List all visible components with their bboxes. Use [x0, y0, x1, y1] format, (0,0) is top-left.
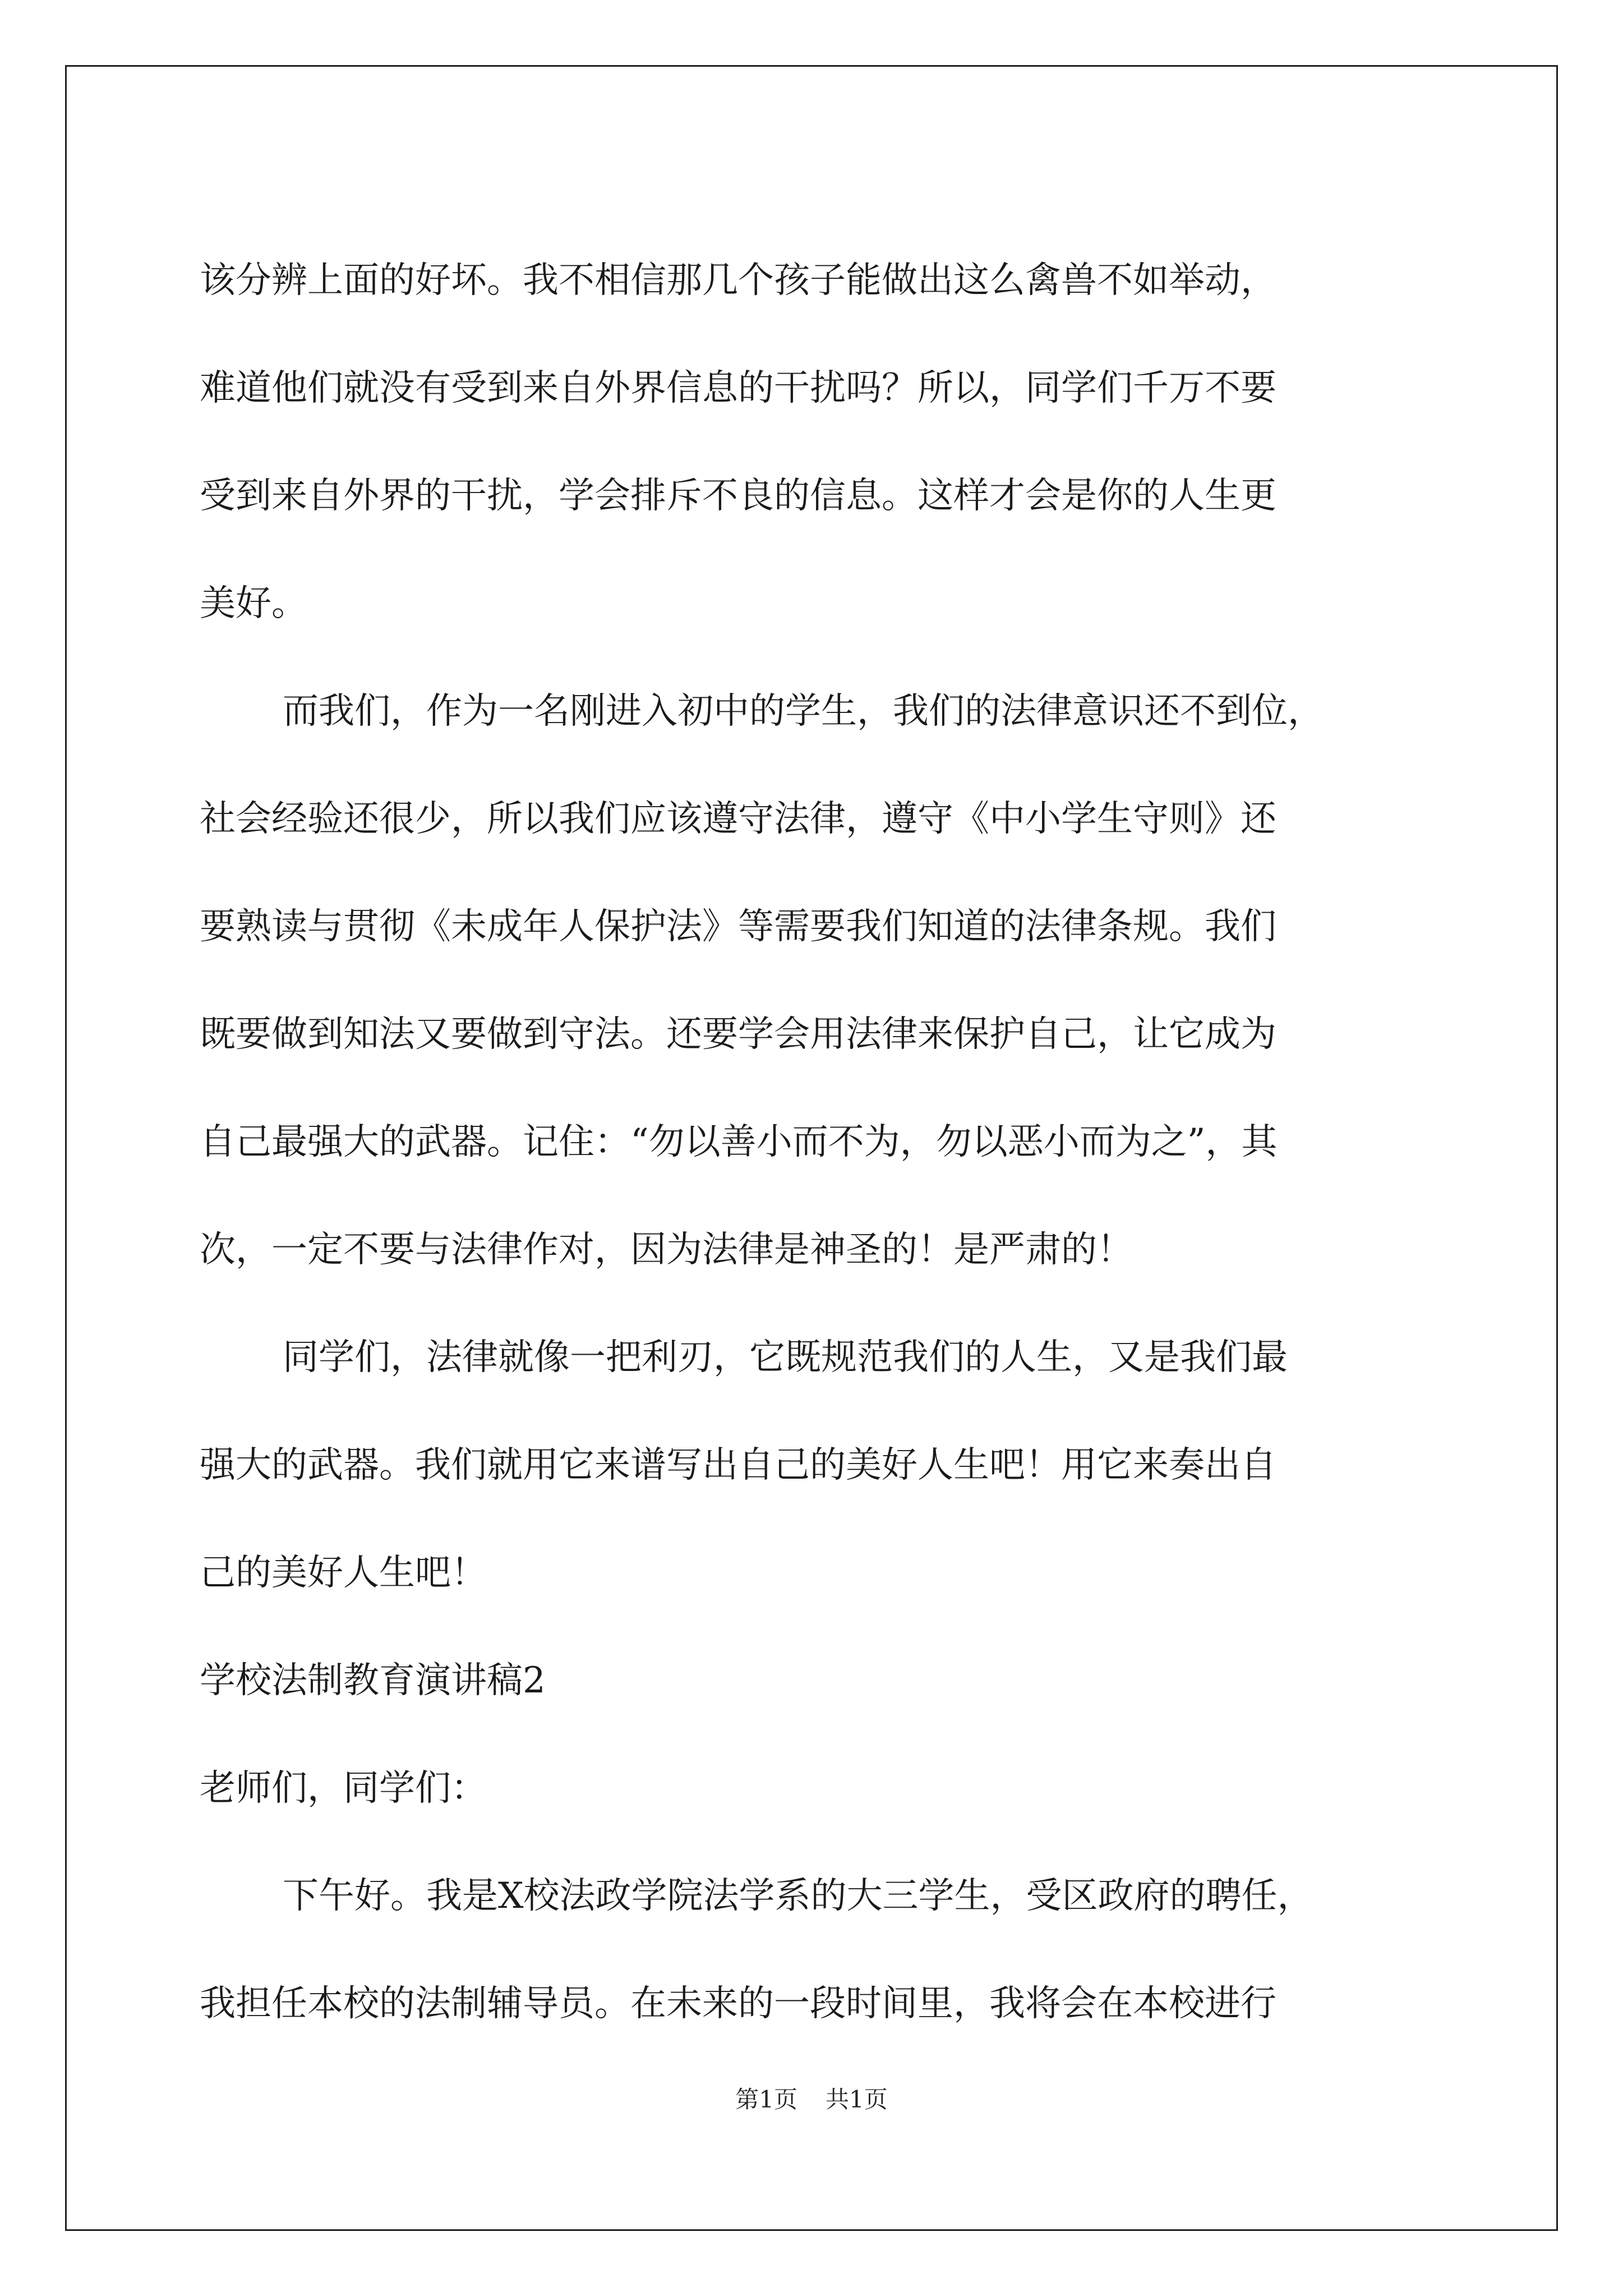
text-line-10: 次，一定不要与法律作对，因为法律是神圣的！是严肃的！	[200, 1229, 1133, 1271]
page-footer	[0, 2081, 1623, 2115]
text-line-6: 社会经验还很少，所以我们应该遵守法律，遵守《中小学生守则》还	[200, 798, 1276, 840]
page-number-total: 共1页	[826, 2086, 888, 2113]
document-body	[200, 224, 1433, 2055]
text-line-7: 要熟读与贯彻《未成年人保护法》等需要我们知道的法律条规。我们	[200, 906, 1276, 948]
text-line-1: 该分辨上面的好坏。我不相信那几个孩子能做出这么禽兽不如举动，	[200, 260, 1276, 302]
text-line-8: 既要做到知法又要做到守法。还要学会用法律来保护自己，让它成为	[200, 1014, 1276, 1056]
text-line-2: 难道他们就没有受到来自外界信息的干扰吗？所以，同学们千万不要	[200, 367, 1276, 409]
page-number-current: 第1页	[735, 2086, 797, 2113]
text-line-3: 受到来自外界的干扰，学会排斥不良的信息。这样才会是你的人生更	[200, 475, 1276, 517]
text-line-12: 强大的武器。我们就用它来谱写出自己的美好人生吧！用它来奏出自	[200, 1444, 1276, 1487]
text-line-17: 我担任本校的法制辅导员。在未来的一段时间里，我将会在本校进行	[200, 1983, 1276, 2025]
text-line-5: 而我们，作为一名刚进入初中的学生，我们的法律意识还不到位，	[283, 691, 1324, 733]
text-line-13: 己的美好人生吧！	[200, 1552, 487, 1594]
section-heading: 学校法制教育演讲稿2	[200, 1660, 546, 1702]
text-line-9: 自己最强大的武器。记住：“勿以善小而不为，勿以恶小而为之”，其	[200, 1121, 1278, 1163]
text-line-4: 美好。	[200, 583, 307, 625]
text-line-16: 下午好。我是X校法政学院法学系的大三学生，受区政府的聘任，	[283, 1875, 1313, 1917]
salutation: 老师们，同学们：	[200, 1768, 487, 1810]
text-line-11: 同学们，法律就像一把利刃，它既规范我们的人生，又是我们最	[283, 1337, 1288, 1379]
